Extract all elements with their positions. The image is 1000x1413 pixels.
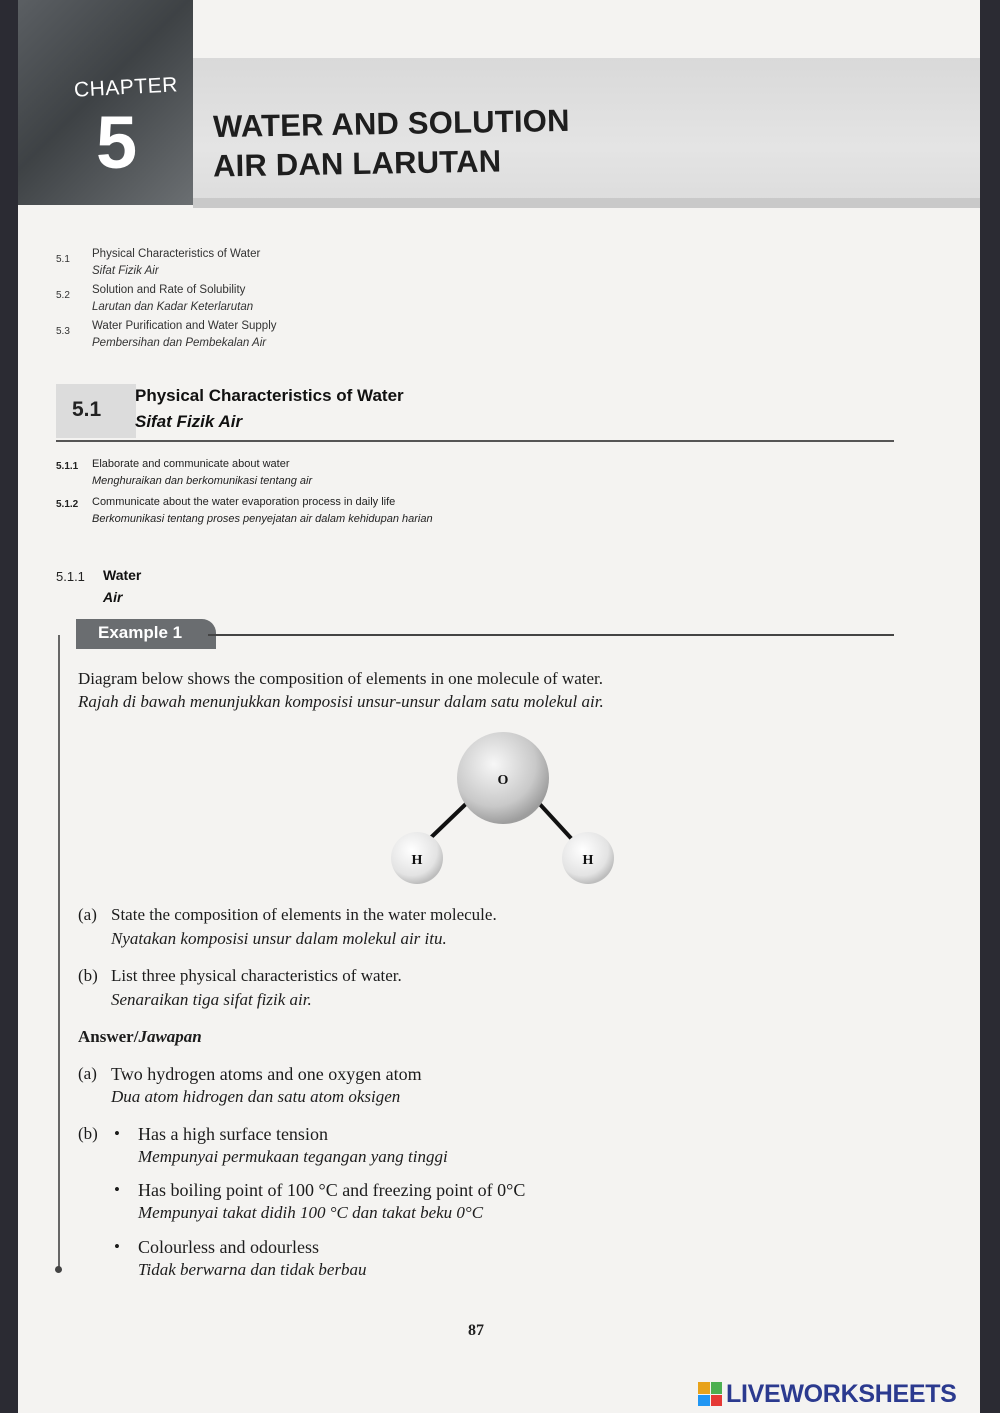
question-label: (b) bbox=[78, 966, 98, 985]
subsection-title-ms: Air bbox=[103, 589, 123, 605]
toc-title-ms: Pembersihan dan Pembekalan Air bbox=[92, 337, 267, 349]
question-text-ms: Senaraikan tiga sifat fizik air. bbox=[111, 990, 312, 1009]
question-label: (a) bbox=[78, 905, 97, 924]
example-top-rule bbox=[208, 634, 894, 636]
section-number-box bbox=[56, 384, 136, 438]
example-tab bbox=[76, 619, 216, 649]
example-label: Example 1 bbox=[98, 623, 183, 642]
toc-title-en: Water Purification and Water Supply bbox=[92, 320, 277, 332]
bullet-dot: • bbox=[114, 1180, 120, 1199]
hydrogen-label-left: H bbox=[411, 853, 423, 868]
example-side-rule bbox=[58, 635, 60, 1270]
answer-heading-ms: Jawapan bbox=[138, 1027, 202, 1046]
bullet-text-ms: Mempunyai permukaan tegangan yang tinggi bbox=[138, 1147, 448, 1166]
chapter-title-ms: AIR DAN LARUTAN bbox=[212, 143, 502, 184]
toc-number: 5.2 bbox=[56, 290, 70, 301]
answer-heading bbox=[78, 1027, 202, 1047]
bullet-text-en: Colourless and odourless bbox=[138, 1237, 319, 1257]
bullet-dot: • bbox=[114, 1237, 120, 1256]
liveworksheets-logo-icon bbox=[698, 1382, 722, 1406]
section-title-ms: Sifat Fizik Air bbox=[135, 412, 243, 431]
textbook-page bbox=[18, 0, 980, 1413]
question-text-ms: Nyatakan komposisi unsur dalam molekul air itu. bbox=[111, 929, 447, 948]
toc-title-en: Physical Characteristics of Water bbox=[92, 248, 261, 260]
page-number: 87 bbox=[468, 1322, 484, 1339]
example-intro-ms: Rajah di bawah menunjukkan komposisi unsur-unsur dalam satu molekul air. bbox=[78, 692, 604, 711]
answer-text-en: Two hydrogen atoms and one oxygen atom bbox=[111, 1064, 422, 1084]
question-text-en: List three physical characteristics of water. bbox=[111, 966, 402, 985]
objective-text-ms: Berkomunikasi tentang proses penyejatan air dalam kehidupan harian bbox=[92, 513, 433, 525]
section-divider bbox=[56, 440, 894, 442]
chapter-badge bbox=[18, 0, 193, 205]
chapter-word: CHAPTER bbox=[73, 73, 179, 102]
bullet-text-en: Has boiling point of 100 °C and freezing point of 0°C bbox=[138, 1180, 526, 1200]
answer-label: (b) bbox=[78, 1124, 98, 1143]
chapter-number: 5 bbox=[96, 101, 138, 184]
subsection-title-en: Water bbox=[103, 567, 142, 583]
section-number: 5.1 bbox=[72, 398, 102, 421]
question-text-en: State the composition of elements in the water molecule. bbox=[111, 905, 497, 924]
example-intro-en: Diagram below shows the composition of elements in one molecule of water. bbox=[78, 669, 603, 688]
bullet-text-en: Has a high surface tension bbox=[138, 1124, 328, 1144]
objective-text-en: Elaborate and communicate about water bbox=[92, 458, 290, 470]
answer-text-ms: Dua atom hidrogen dan satu atom oksigen bbox=[111, 1087, 401, 1106]
oxygen-label: O bbox=[497, 773, 509, 788]
bullet-dot: • bbox=[114, 1124, 120, 1143]
chapter-title-en: WATER AND SOLUTION bbox=[212, 102, 570, 145]
objective-text-ms: Menghuraikan dan berkomunikasi tentang air bbox=[92, 475, 313, 487]
hydrogen-label-right: H bbox=[582, 853, 594, 868]
watermark-text: LIVEWORKSHEETS bbox=[726, 1379, 957, 1408]
answer-label: (a) bbox=[78, 1064, 97, 1083]
water-molecule-diagram bbox=[358, 720, 618, 890]
toc-number: 5.3 bbox=[56, 326, 70, 337]
objective-number: 5.1.1 bbox=[56, 461, 79, 472]
section-title-en: Physical Characteristics of Water bbox=[135, 386, 404, 405]
toc-title-ms: Sifat Fizik Air bbox=[92, 265, 159, 277]
example-end-dot bbox=[55, 1266, 62, 1273]
objective-number: 5.1.2 bbox=[56, 499, 79, 510]
bullet-text-ms: Tidak berwarna dan tidak berbau bbox=[138, 1260, 367, 1279]
objective-text-en: Communicate about the water evaporation process in daily life bbox=[92, 496, 396, 508]
toc-title-ms: Larutan dan Kadar Keterlarutan bbox=[92, 301, 254, 313]
answer-heading-en: Answer/ bbox=[78, 1027, 139, 1046]
liveworksheets-watermark bbox=[698, 1379, 957, 1409]
toc-title-en: Solution and Rate of Solubility bbox=[92, 284, 246, 296]
toc-number: 5.1 bbox=[56, 254, 70, 265]
subsection-number: 5.1.1 bbox=[56, 569, 85, 584]
bullet-text-ms: Mempunyai takat didih 100 °C dan takat beku 0°C bbox=[138, 1203, 484, 1222]
